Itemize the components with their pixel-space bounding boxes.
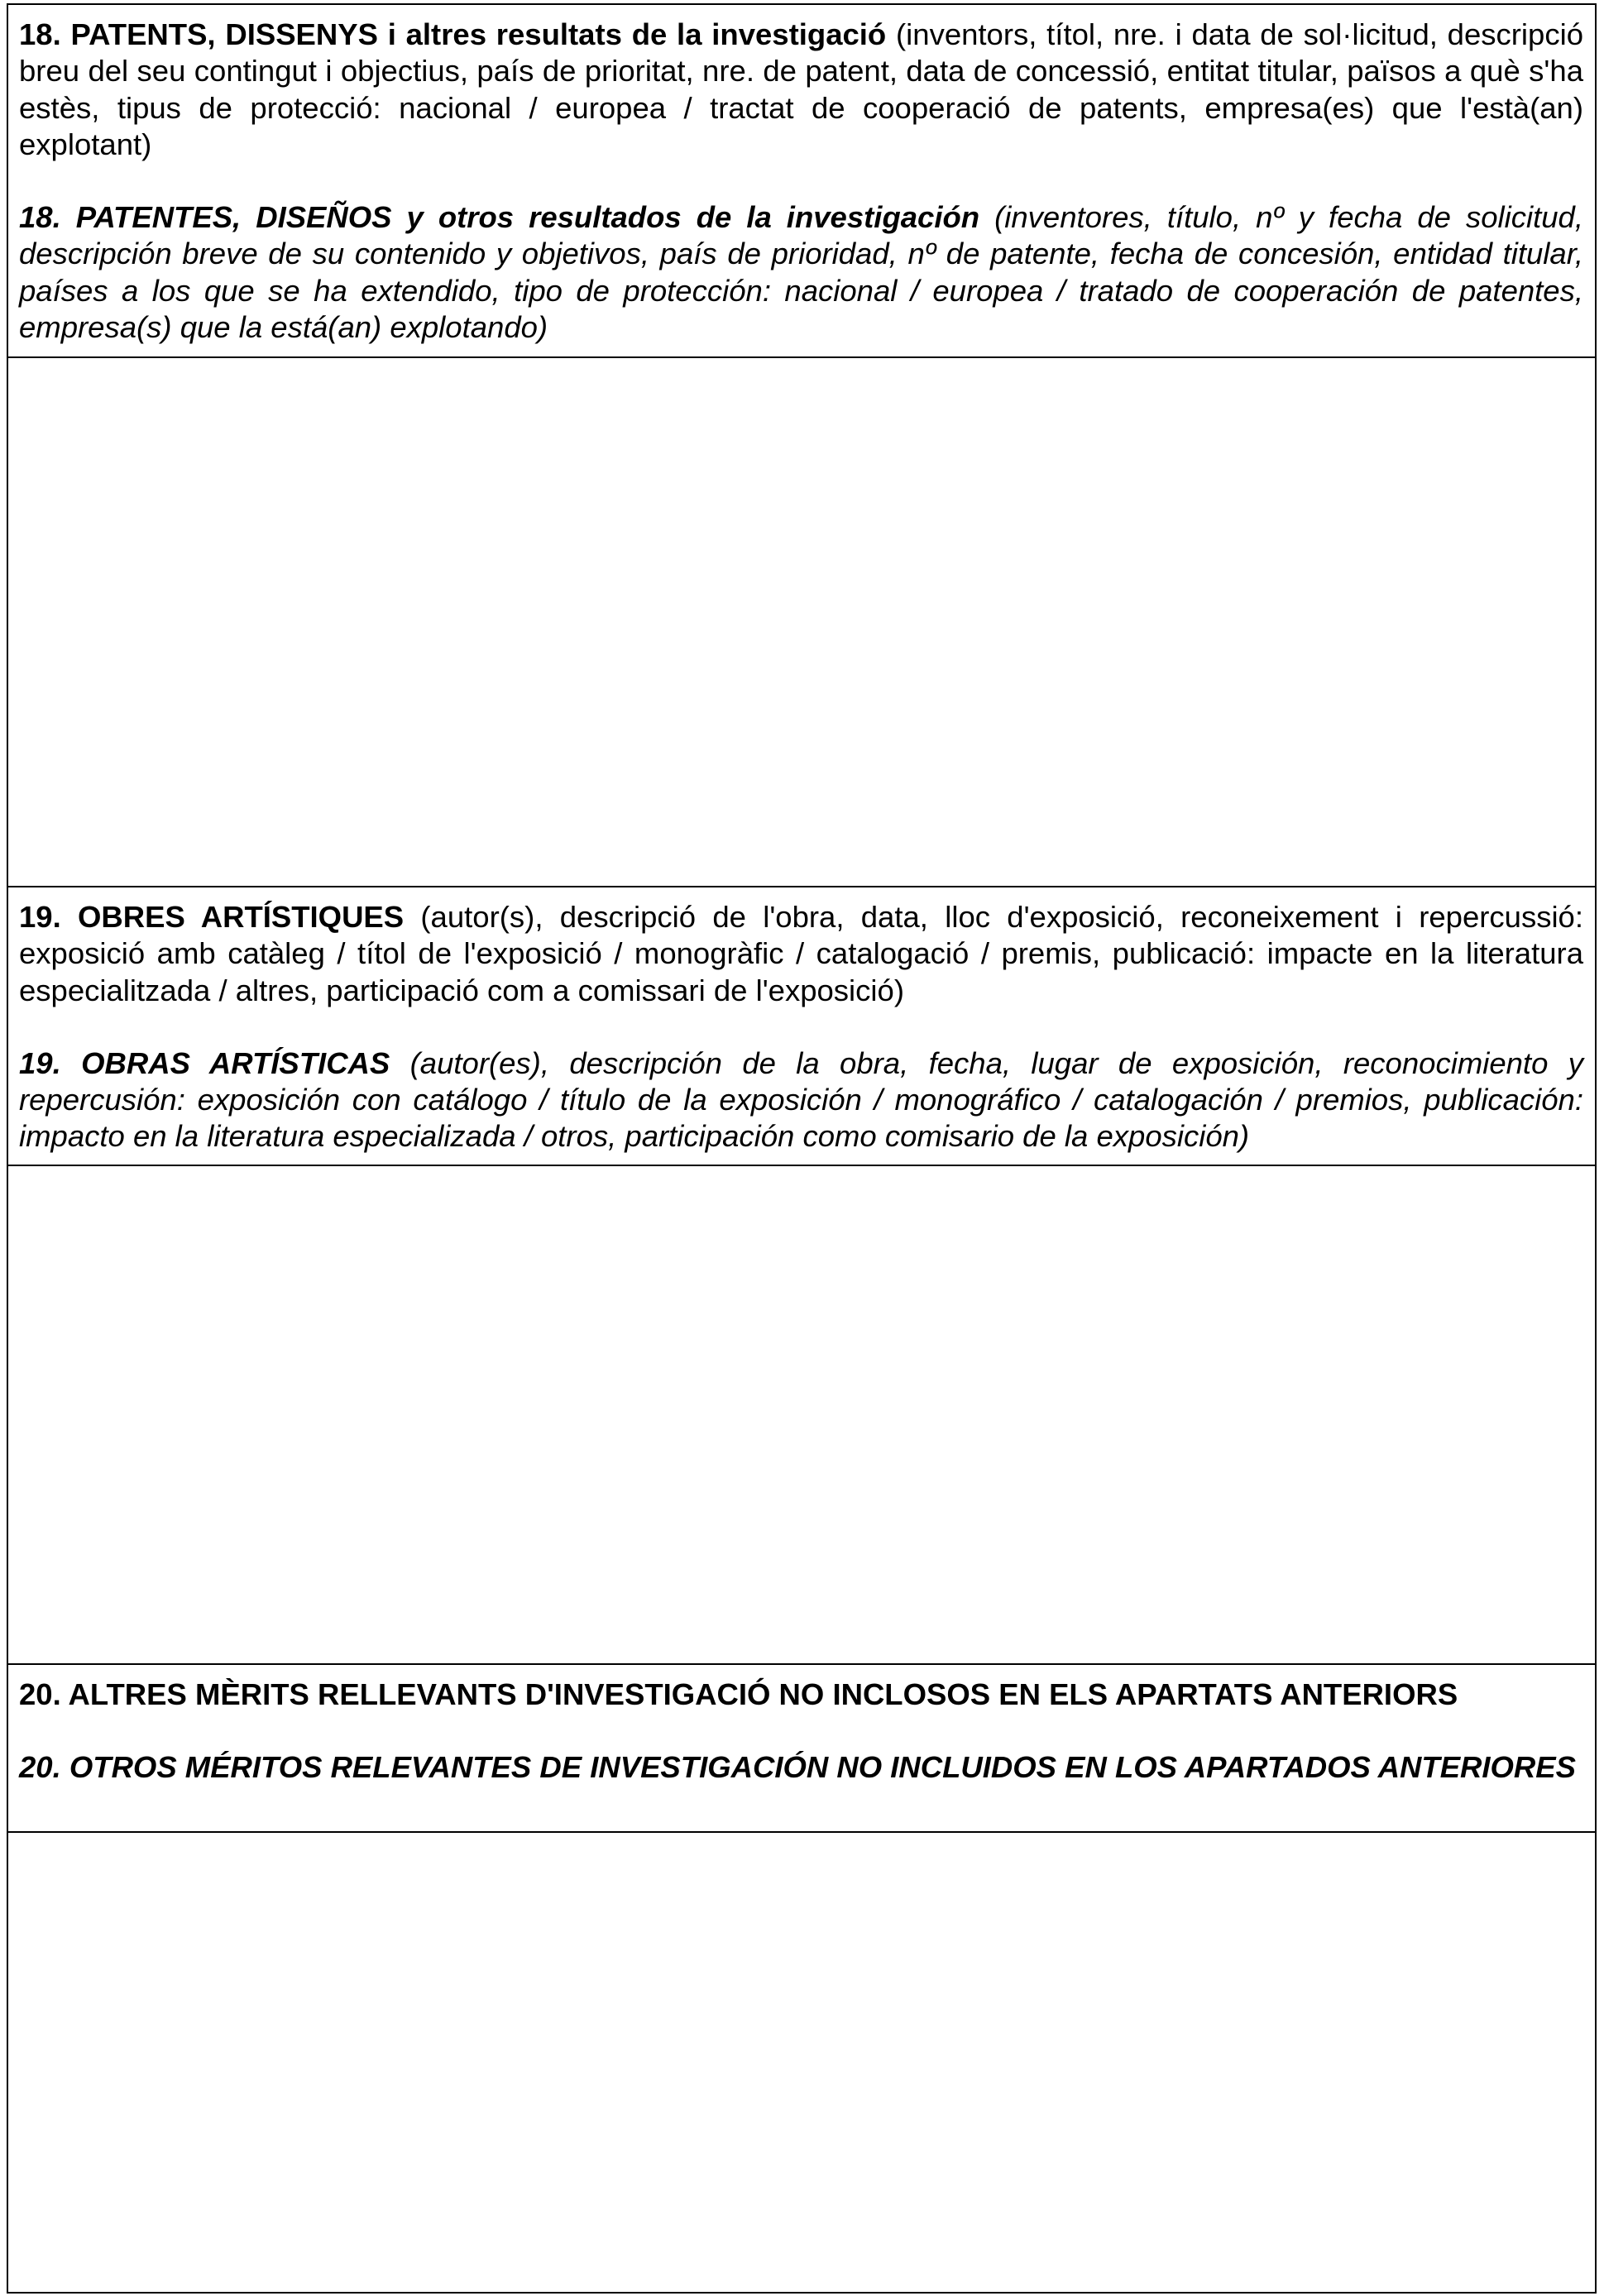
section-18-title-es: 18. PATENTES, DISEÑOS y otros resultados de la investigación	[19, 200, 980, 235]
section-20-title-es: 20. OTROS MÉRITOS RELEVANTES DE INVESTIGACIÓN NO INCLUIDOS EN LOS APARTADOS ANTERIORES	[19, 1750, 1576, 1785]
section-20-header	[8, 1665, 1595, 1833]
cv-form-table	[7, 3, 1597, 2294]
section-19-header	[8, 887, 1595, 1166]
section-18-heading-es	[19, 199, 1583, 346]
section-19-heading-es	[19, 1045, 1583, 1155]
section-18-heading-ca	[19, 17, 1583, 163]
section-20-heading-es	[19, 1749, 1583, 1786]
section-19-input-area[interactable]	[8, 1166, 1595, 1665]
section-20-heading-ca	[19, 1677, 1583, 1713]
section-19-description-es: (autor(es), descripción de la obra, fecha, lugar de exposición, reconocimiento y repercusión: exposición con catálogo / título de la exposición / monográfico / catalogación / premios, publicación: impacto en la literatura especializada / otros, participación como comisario de la exposición)	[19, 1045, 1583, 1154]
section-19-title-ca: 19. OBRES ARTÍSTIQUES	[19, 900, 405, 934]
section-19-heading-ca	[19, 899, 1583, 1009]
section-18-header	[8, 5, 1595, 358]
section-19-title-es: 19. OBRAS ARTÍSTICAS	[19, 1045, 390, 1080]
section-20-input-area[interactable]	[8, 1833, 1595, 2292]
section-18-title-ca: 18. PATENTS, DISSENYS i altres resultats de la investigació	[19, 17, 887, 51]
section-18-description-ca: (inventors, títol, nre. i data de sol·licitud, descripció breu del seu contingut i objectius, país de prioritat, nre. de patent, data de concessió, entitat titular, països a què s'ha estès, tipus de protecció: nacional / europea / tractat de cooperació de patents, empresa(es) que l'està(an) explotant)	[19, 17, 1583, 161]
section-20-title-ca: 20. ALTRES MÈRITS RELLEVANTS D'INVESTIGACIÓ NO INCLOSOS EN ELS APARTATS ANTERIORS	[19, 1677, 1458, 1711]
section-18-description-es: (inventores, título, nº y fecha de solicitud, descripción breve de su contenido y objetivos, país de prioridad, nº de patente, fecha de concesión, entidad titular, países a los que se ha extendido, tipo de protección: nacional / europea / tratado de cooperación de patentes, empresa(s) que la está(an) explotando)	[19, 200, 1584, 345]
section-18-input-area[interactable]	[8, 358, 1595, 887]
section-19-description-ca: (autor(s), descripció de l'obra, data, lloc d'exposició, reconeixement i repercussió: exposició amb catàleg / títol de l'exposició / monogràfic / catalogació / premis, publicació: impacte en la literatura especialitzada / altres, participació com a comissari de l'exposició)	[19, 900, 1584, 1007]
